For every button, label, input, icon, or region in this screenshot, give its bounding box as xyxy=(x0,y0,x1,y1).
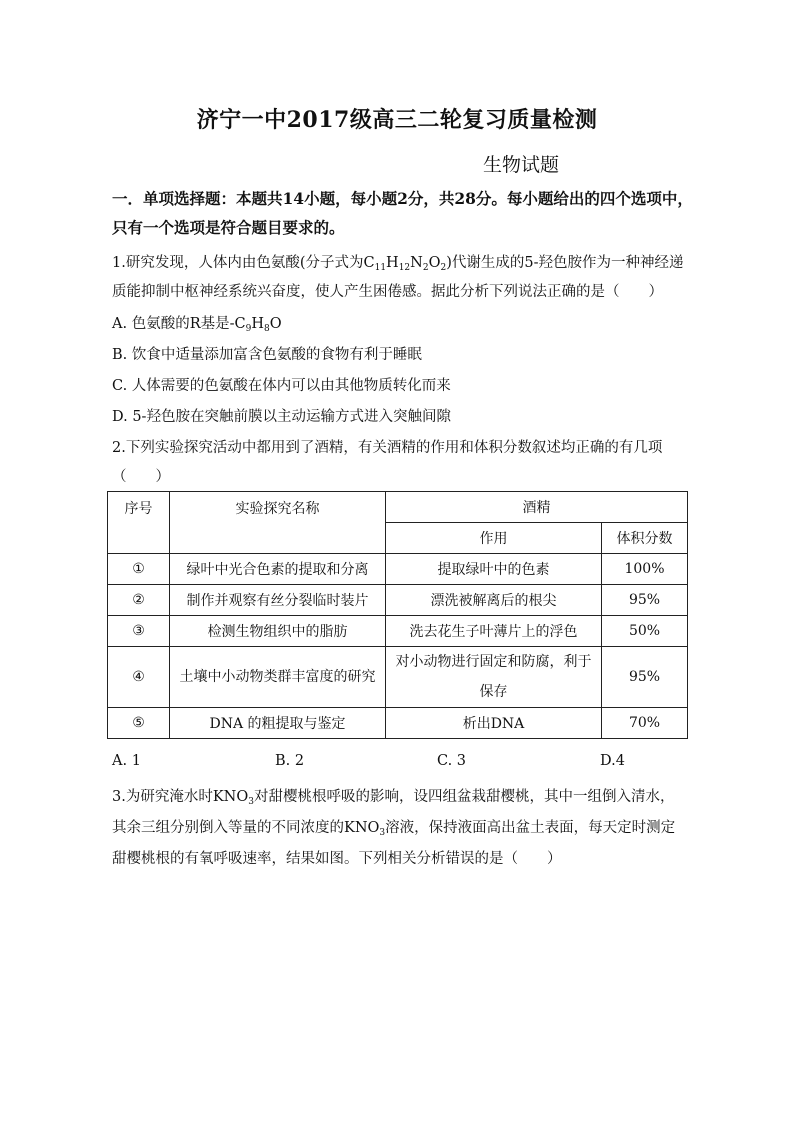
row-volume: 95% xyxy=(602,585,688,616)
q2-option-d: D.4 xyxy=(600,753,625,769)
header-volume: 体积分数 xyxy=(602,523,688,554)
q2-stem-line1: 2.下列实验探究活动中都用到了酒精，有关酒精的作用和体积分数叙述均正确的有几项 xyxy=(112,440,663,456)
q1-option-c: C. 人体需要的色氨酸在体内可以由其他物质转化而来 xyxy=(112,378,451,394)
row-role: 提取绿叶中的色素 xyxy=(386,554,602,585)
q1-stem-line2: 质能抑制中枢神经系统兴奋度，使人产生困倦感。据此分析下列说法正确的是（ ） xyxy=(112,284,663,300)
experiment-table xyxy=(107,491,688,739)
table-row xyxy=(108,708,688,739)
row-index: ③ xyxy=(108,616,170,647)
q3-stem-line2: 其余三组分别倒入等量的不同浓度的$KNO_3$溶液，保持液面高出盆土表面，每天定时测定 xyxy=(112,820,676,838)
row-role: 对小动物进行固定和防腐，利于保存 xyxy=(386,647,602,708)
header-index: 序号 xyxy=(108,492,170,554)
q1-stem-line1: 1.研究发现，人体内由色氨酸(分子式为$C_{11}H_{12}N_2O_2$)代谢生成的5-羟色胺作为一种神经递 xyxy=(112,255,684,273)
q2-stem-line2: （ ） xyxy=(112,469,170,485)
row-name: DNA 的粗提取与鉴定 xyxy=(170,708,386,739)
row-index: ① xyxy=(108,554,170,585)
row-name: 绿叶中光合色素的提取和分离 xyxy=(170,554,386,585)
row-index: ② xyxy=(108,585,170,616)
row-name: 土壤中小动物类群丰富度的研究 xyxy=(170,647,386,708)
q2-option-a: A. 1 xyxy=(112,753,141,769)
header-alcohol: 酒精 xyxy=(386,492,688,523)
section-heading-line1: 一．单项选择题：本题共14小题，每小题2分，共28分。每小题给出的四个选项中， xyxy=(112,189,693,208)
q1-option-d: D. 5-羟色胺在突触前膜以主动运输方式进入突触间隙 xyxy=(112,409,451,425)
section-heading-line2: 只有一个选项是符合题目要求的。 xyxy=(112,218,345,237)
q2-option-b: B. 2 xyxy=(275,753,305,769)
table-row xyxy=(108,647,688,708)
q2-option-c: C. 3 xyxy=(437,753,467,769)
table-row xyxy=(108,585,688,616)
row-index: ⑤ xyxy=(108,708,170,739)
row-role: 洗去花生子叶薄片上的浮色 xyxy=(386,616,602,647)
header-role: 作用 xyxy=(386,523,602,554)
row-name: 制作并观察有丝分裂临时装片 xyxy=(170,585,386,616)
q1-option-b: B. 饮食中适量添加富含色氨酸的食物有利于睡眠 xyxy=(112,347,422,363)
row-volume: 95% xyxy=(602,647,688,708)
page-title: 济宁一中2017级高三二轮复习质量检测 xyxy=(196,107,598,133)
row-role: 析出DNA xyxy=(386,708,602,739)
table-row xyxy=(108,554,688,585)
row-role: 漂洗被解离后的根尖 xyxy=(386,585,602,616)
row-name: 检测生物组织中的脂肪 xyxy=(170,616,386,647)
table-row xyxy=(108,616,688,647)
row-volume: 50% xyxy=(602,616,688,647)
q3-stem-line3: 甜樱桃根的有氧呼吸速率，结果如图。下列相关分析错误的是（ ） xyxy=(112,851,562,867)
header-name: 实验探究名称 xyxy=(170,492,386,554)
row-volume: 70% xyxy=(602,708,688,739)
q3-stem-line1: 3.为研究淹水时$KNO_3$对甜樱桃根呼吸的影响，设四组盆栽甜樱桃，其中一组倒入清水， xyxy=(112,789,675,807)
page-subtitle: 生物试题 xyxy=(483,154,560,176)
row-index: ④ xyxy=(108,647,170,708)
row-volume: 100% xyxy=(602,554,688,585)
q1-option-a: A. 色氨酸的R基是$-C_9H_8O$ xyxy=(112,316,282,334)
